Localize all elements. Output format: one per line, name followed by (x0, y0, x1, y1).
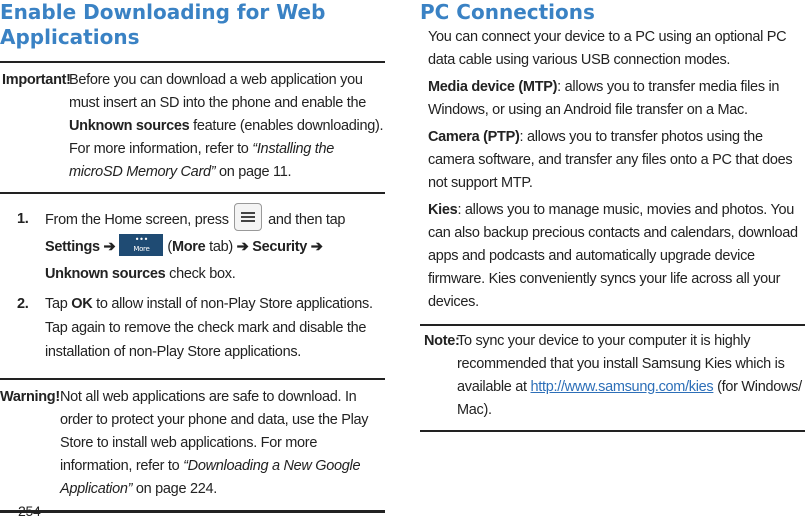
mtp-item: Media device (MTP): allows you to transfer media files in Windows, or using an Android file transfer on a Mac. (428, 79, 780, 118)
important-note (0, 69, 385, 184)
step-number: 2. (17, 296, 29, 312)
step-number: 1. (17, 211, 29, 227)
ptp-item: Camera (PTP): allows you to transfer photos using the camera software, and transfer any files onto a PC that does not support MTP. (428, 129, 793, 191)
divider (420, 324, 805, 326)
warning-label: Warning! (0, 389, 60, 405)
arrow-icon: ➔ (103, 239, 116, 255)
arrow-icon: ➔ (236, 239, 249, 255)
unknown-sources-term: Unknown sources (69, 118, 190, 134)
cross-reference: “Downloading a New Google Application” (60, 458, 361, 497)
cross-reference: “Installing the microSD Memory Card” (69, 141, 335, 180)
section-heading: PC Connections (420, 0, 595, 24)
intro-paragraph: You can connect your device to a PC using an optional PC data cable using various USB connection modes. (428, 29, 787, 68)
pc-connections-body (420, 26, 805, 314)
heading-line-1: Enable Downloading for Web (0, 0, 326, 24)
warning-note (0, 386, 385, 501)
divider (0, 61, 385, 63)
arrow-icon: ➔ (310, 239, 323, 255)
more-term: More (171, 239, 206, 255)
samsung-kies-link[interactable]: http://www.samsung.com/kies (530, 379, 714, 395)
steps-list (0, 206, 385, 364)
right-column (420, 0, 805, 432)
section-heading (0, 0, 385, 50)
divider (0, 510, 385, 513)
divider (0, 192, 385, 194)
page-number: 254 (18, 503, 41, 519)
step-2: 2. Tap OK to allow install of non-Play Store applications. Tap again to remove the check mark and disable the installation of non-Play Store applications. (0, 292, 385, 364)
sync-note (420, 330, 805, 422)
note-text: To sync your device to your computer it is highly recommended that you install Samsung Kies which is available at http://www.samsung.com/kies (for Windows/ Mac). (457, 333, 802, 418)
security-term: Security (252, 239, 308, 255)
more-tab-icon: ••• More (119, 234, 163, 256)
unknown-sources-term: Unknown sources (45, 266, 166, 282)
kies-item: Kies: allows you to manage music, movies and photos. You can also backup precious contacts and calendars, download apps and podcasts and automatically upgrade device firmware. Kies conveniently syncs your life across all your devices. (428, 202, 798, 310)
step-1: 1. From the Home screen, press and then tap Settings ➔ ••• More (More tab) ➔ Security ➔ Unknown sources check box. (0, 206, 385, 288)
menu-key-icon (234, 203, 262, 231)
note-label: Note: (424, 333, 460, 349)
important-label: Important! (2, 72, 71, 88)
settings-term: Settings (45, 239, 100, 255)
heading-line-2: Applications (0, 25, 140, 49)
warning-text: Not all web applications are safe to download. In order to protect your phone and data, use the Play Store to install web applications. For more information, refer to “Downloading a New Google Application” on page 224. (60, 389, 369, 497)
definition-term: Camera (PTP) (428, 129, 520, 145)
divider (0, 378, 385, 380)
definition-term: Kies (428, 202, 458, 218)
definition-term: Media device (MTP) (428, 79, 558, 95)
left-column (0, 0, 385, 513)
divider (420, 430, 805, 432)
important-text: Before you can download a web application you must insert an SD into the phone and enable the Unknown sources feature (enables downloading). For more information, refer to “Installing the microSD Memory Card” on page 11. (69, 72, 384, 180)
ok-term: OK (71, 296, 93, 312)
